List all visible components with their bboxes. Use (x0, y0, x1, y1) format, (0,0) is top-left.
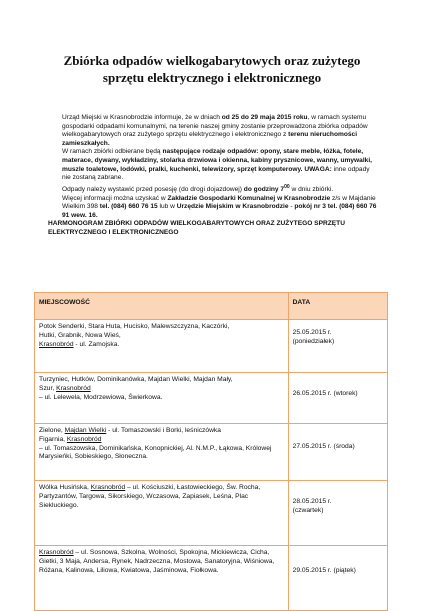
paragraph-contact (48, 195, 378, 221)
table-row (35, 481, 388, 546)
place-cell (35, 424, 289, 481)
town-name: Krasnobród (90, 484, 126, 491)
text: lub w (157, 203, 177, 211)
date-text: 25.05.2015 r. (292, 329, 332, 336)
date-text: 26.05.2015 r. (wtorek) (292, 390, 358, 397)
deadline-hour: do godziny 7 (243, 185, 285, 193)
phone-um: pokój nr 3 tel. (084) 660 76 91 wew. 16. (62, 203, 377, 219)
text: - ul. Tomaszowski i Borki, leśniczówka (106, 427, 221, 434)
day-text: (czwartek) (292, 506, 324, 514)
table-row (35, 320, 388, 373)
table-row (35, 424, 388, 481)
text: Turzyniec, Hutków, Dominikanówka, Majdan Wielki, Majdan Mały, (39, 376, 233, 383)
waste-types-list: następujące rodzaje odpadów: opony, stare meble, łóżka, fotele, materace, dywany, wykładziny, stolarka drzwiowa i okienna, kabiny prysznicowe, wanny, umywalki, muszle toaletowe, lodówki, pralki, kuchenki, telewizory, sprzęt komputerowy. UWAGA: (62, 148, 373, 173)
place-cell (35, 546, 289, 611)
date-cell (288, 424, 387, 481)
date-cell (288, 546, 387, 611)
text: – ul. Tomaszowska, Dominikańska, Konopnickiej, Al. N.M.P., Łąkowa, Królowej Marysieńki, Sobieskiego, Słoneczna. (39, 444, 272, 461)
town-name: Krasnobród (66, 435, 102, 443)
date-text: 27.05.2015 r. (środa) (292, 443, 355, 450)
deadline-minutes: 00 (284, 183, 290, 190)
harmonogram-heading: HARMONOGRAM ZBIÓRKI ODPADÓW WIELKOGABARYTOWYCH ORAZ ZUŻYTEGO SPRZĘTU ELEKTRYCZNEGO I ELEKTRONICZNEGO (48, 220, 345, 236)
place-cell (35, 320, 289, 373)
text: W ramach zbiórki odbierane będą (62, 148, 163, 156)
header-place: MIEJSCOWOŚĆ (35, 293, 289, 320)
phone-zgk: tel. (084) 660 76 15 (99, 203, 158, 211)
text: – ul. Sosnowa, Szkolna, Wolności, Spokojna, Mickiewicza, Cicha, Gietki, 3 Maja, Andersa, Rynek, Nadrzeczna, Mostowa, Sanatoryjna, Wiśniowa, Różana, Kalinowa, Liliowa, Kwiatowa, Jaśminowa, Fiołkowa. (39, 549, 275, 574)
place-cell (35, 481, 289, 546)
schedule-table (34, 292, 388, 611)
text: - ul. Zamojska. (73, 340, 120, 348)
date-cell (288, 373, 387, 424)
text: Szur, (39, 384, 55, 392)
text: Więcej informacji można uzyskać w (62, 194, 168, 202)
text: z/s w Majdanie Wielkim 398 (62, 194, 376, 211)
date-text: 28.05.2015 r. (292, 498, 332, 505)
collection-dates: od 25 do 29 maja 2015 roku (221, 114, 308, 121)
date-cell (288, 481, 387, 546)
document-title (60, 52, 364, 86)
text: Wólka Husińska, (39, 484, 89, 491)
text: w dniu zbiórki. (289, 185, 334, 193)
town-name: Krasnobród (39, 340, 74, 348)
text: Potok Senderki, Stara Huta, Hucisko, Malewszczyzna, Kaczórki, (39, 323, 230, 330)
town-name: Krasnobród (39, 549, 74, 556)
text: – ul. Lelewela, Modrzewiowa, Świerkowa. (39, 393, 163, 401)
text-bold: Urzędzie Miejskim w Krasnobrodzie (176, 203, 289, 211)
paragraph-intro (48, 114, 378, 148)
table-header-row (35, 293, 388, 320)
paragraph-waste-types (48, 148, 378, 182)
title-line-1: Zbiórka odpadów wielkogabarytowych oraz zużytego (63, 53, 361, 68)
table-row (35, 373, 388, 424)
text: Odpady należy wystawić przed posesję (do drogi dojazdowej) (62, 185, 244, 193)
text: Hutki, Grabnik, Nowa Wieś, (39, 331, 121, 339)
announcement-body (48, 114, 378, 238)
text-bold: Zakładzie Gospodarki Komunalnej w Krasnobrodzie (167, 194, 331, 202)
text: , w ramach systemu gospodarki odpadami komunalnymi, na terenie naszej gminy zostanie przeprowadzona zbiórka odpadów wielkogabarytowych oraz zużytego sprzętu elektrycznego i elektronicznego z (62, 114, 368, 139)
place-cell (35, 373, 289, 424)
town-name: Krasnobród (56, 384, 91, 392)
text: – ul. Kościuszki, Łastowieckiego, Św. Rocha, Partyzantów, Targowa, Sikorskiego, Wczasowa, Zapiasek, Leśna, Plac Siekluckiego. (39, 484, 261, 509)
text: Zielone, (39, 427, 65, 434)
town-name: Majdan Wielki (64, 427, 107, 434)
day-text: (poniedziałek) (292, 337, 335, 345)
date-cell (288, 320, 387, 373)
text-bold: terenu nieruchomości zamieszkałych. (62, 131, 358, 147)
title-line-2: sprzętu elektrycznego i elektronicznego (102, 70, 322, 85)
text: inne odpady nie zostaną zabrane. (62, 165, 370, 182)
date-text: 29.05.2015 r. (piątek) (292, 567, 356, 574)
header-date: DATA (288, 293, 387, 320)
text: Urząd Miejski w Krasnobrodzie informuje, że w dniach (62, 114, 222, 121)
table-row (35, 546, 388, 611)
text: Figarnia, (39, 435, 66, 443)
text: - (288, 203, 295, 211)
paragraph-deadline (48, 183, 378, 195)
